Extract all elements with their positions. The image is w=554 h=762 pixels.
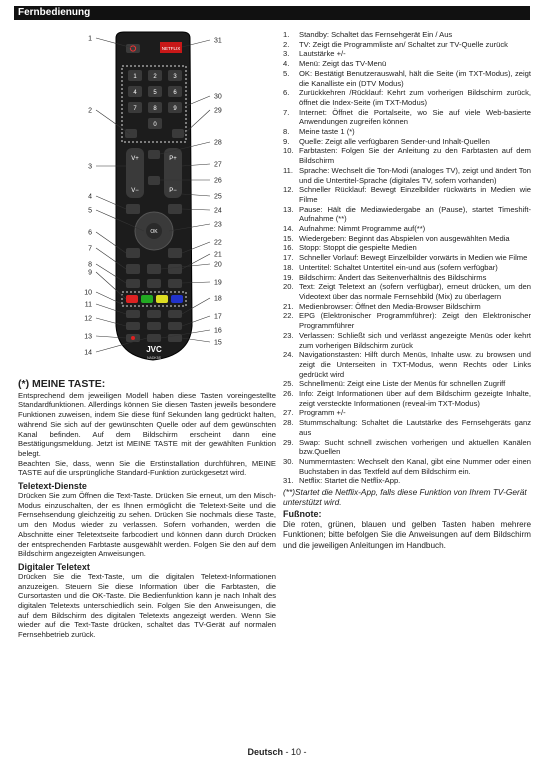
program-down-label: P− (169, 188, 177, 194)
legend-text: OK: Bestätigt Benutzerauswahl, hält die Seite (im TXT-Modus), zeigt die Kanalliste ein (DTV Modus) (299, 68, 531, 88)
callout-number: 5 (88, 207, 92, 215)
legend-number: 6. (283, 88, 290, 98)
number-key-label: 3 (173, 74, 177, 80)
footer-language: Deutsch (247, 747, 283, 757)
footer-page-number: - 10 - (285, 747, 307, 757)
meine-taste-heading: (*) MEINE TASTE: (18, 378, 106, 390)
legend-number: 25. (283, 379, 294, 389)
model-label: NADK5S (146, 356, 162, 360)
fast-forward-button (168, 322, 182, 330)
legend-text: Standby: Schaltet das Fernsehgerät Ein / Aus (299, 30, 453, 39)
digital-teletext-heading: Digitaler Teletext (18, 561, 90, 572)
legend-item (283, 476, 531, 486)
volume-down-label: V− (131, 188, 139, 194)
epg-button (168, 264, 182, 274)
legend-item (283, 408, 531, 418)
callout-number: 31 (214, 37, 222, 45)
legend-text: Meine taste 1 (*) (299, 127, 355, 137)
legend-text: EPG (Elektronischer Programmführer): Zeigt den Elektronischer Programmführer (299, 311, 531, 331)
screen-button (168, 310, 182, 318)
callout-number: 11 (84, 301, 92, 309)
subtitle-button (147, 310, 161, 318)
exit-button (168, 248, 182, 258)
legend-item (283, 59, 531, 69)
number-key-label: 9 (173, 106, 177, 112)
legend-number: 18. (283, 262, 294, 272)
internet-button (126, 264, 140, 274)
legend-text: Sprache: Wechselt die Ton-Modi (analoges TV), zeigt und ändert Ton und die Untertitel-Sprache (digitales TV, sofern vorhanden) (299, 165, 531, 185)
legend-item (283, 438, 531, 457)
legend-item (283, 457, 531, 476)
legend-text: Netflix: Startet die Netflix-App. (299, 476, 401, 486)
media-browser-button (147, 264, 161, 274)
legend-text: Info: Zeigt Informationen über auf dem Bildschirm gezeigte Inhalte, zeigt versteckte Informationen (reveal-im TXT-Modus) (299, 389, 531, 408)
legend-text: Stummschaltung: Schaltet die Lautstärke des Fernsehgeräts ganz aus (299, 418, 531, 437)
button-legend-list (283, 30, 531, 486)
quick-menu-button (168, 204, 182, 214)
number-key-label: 6 (173, 90, 177, 96)
legend-text: Navigationstasten: Hilft durch Menüs, Inhalte usw. zu browsen und zeigt die Unterseiten in TXT-Modus, wenn Rechts oder Links gedrückt wird (299, 350, 531, 379)
legend-number: 17. (283, 253, 294, 263)
callout-number: 23 (214, 221, 222, 229)
legend-text: Aufnahme: Nimmt Programme auf(**) (299, 224, 426, 234)
legend-text: Text: Zeigt Teletext an (sofern verfügbar), erneut drücken, um den Videotext über das normale Fernsehbild (Mix) zu überlagern (299, 282, 531, 301)
callout-number: 22 (214, 239, 222, 247)
callout-number: 1 (88, 35, 92, 43)
section-header: Fernbedienung (14, 6, 530, 20)
number-key-label: 5 (153, 90, 157, 96)
callout-number: 15 (214, 339, 222, 347)
legend-number: 2. (283, 39, 290, 49)
callout-number: 2 (88, 107, 92, 115)
legend-number: 5. (283, 68, 290, 78)
legend-item (283, 127, 531, 137)
legend-number: 3. (283, 49, 290, 59)
legend-text: Wiedergeben: Beginnt das Abspielen von ausgewählten Media (299, 233, 510, 243)
digital-teletext-paragraph: Drücken Sie die Text-Taste, um die digitalen Teletext-Informationen anzuzeigen. Steuern Sie diese Information über die Farbtasten, die Cursortasten und die OK-Taste. Die Bedienfunktion kann je nach Inhalt des digitalen Teletexts unterschiedlich sein. Folgen Sie den Anweisungen, die auf dem Bildschirm des digitalen Teletexts angezeigt werden. Wenn Sie wieder auf die Text-Taste drücken, schaltet das TV-Gerät auf normalen Fernsehbetrieb zurück. (18, 571, 276, 640)
legend-text: Schneller Rücklauf: Bewegt Einzelbilder rückwärts in Medien wie Filme (299, 185, 531, 204)
mute-button (148, 150, 160, 159)
legend-text: Schnellmenü: Zeigt eine Liste der Menüs für schnellen Zugriff (299, 379, 506, 389)
legend-item (283, 185, 531, 204)
netflix-label: NETFLIX (161, 46, 181, 51)
rewind-button (126, 322, 140, 330)
legend-item (283, 389, 531, 408)
legend-text: Internet: Öffnet die Portalseite, wo Sie auf viele Web-basierte Anwendungen zugreifen können (299, 107, 531, 127)
callout-number: 16 (214, 327, 222, 335)
legend-text: Stopp: Stoppt die gespielte Medien (299, 243, 417, 253)
remote-svg (14, 26, 274, 378)
callout-number: 4 (88, 193, 92, 201)
legend-number: 10. (283, 146, 294, 156)
legend-item (283, 224, 531, 234)
legend-item (283, 282, 531, 301)
ok-label: OK (150, 229, 158, 235)
number-key-label: 4 (133, 90, 137, 96)
legend-number: 26. (283, 389, 294, 399)
standby-button (126, 44, 140, 53)
legend-number: 19. (283, 272, 294, 282)
legend-number: 31. (283, 476, 294, 486)
legend-item (283, 137, 531, 147)
legend-number: 15. (283, 233, 294, 243)
legend-number: 24. (283, 350, 294, 360)
callout-number: 13 (84, 333, 92, 341)
remote-control-illustration (14, 26, 274, 378)
number-key-label: 1 (133, 74, 137, 80)
volume-up-label: V+ (131, 156, 139, 162)
legend-item (283, 205, 531, 224)
callout-number: 17 (214, 313, 222, 321)
callout-number: 12 (84, 315, 92, 323)
footnote-body: Die roten, grünen, blauen und gelben Tasten haben mehrere Funktionen; bitte befolgen Sie die Anweisungen auf dem Bildschirm und die jeweiligen Anleitungen im Handbuch. (283, 519, 531, 550)
legend-number: 14. (283, 224, 294, 234)
language-button (126, 310, 140, 318)
legend-item (283, 146, 531, 165)
callout-number: 21 (214, 251, 222, 259)
callout-number: 27 (214, 161, 222, 169)
callout-number: 24 (214, 207, 222, 215)
left-column (18, 380, 276, 640)
callout-number: 20 (214, 261, 222, 269)
legend-item (283, 30, 531, 40)
teletext-heading: Teletext-Dienste (18, 481, 87, 492)
legend-text: Menü: Zeigt das TV-Menü (299, 59, 387, 69)
stop-button (147, 334, 161, 342)
blue-button (171, 295, 183, 303)
legend-item (283, 350, 531, 379)
legend-item (283, 166, 531, 185)
legend-item (283, 379, 531, 389)
text-button (168, 279, 182, 288)
callout-number: 14 (84, 349, 92, 357)
menu-button (126, 204, 140, 214)
legend-text: Schneller Vorlauf: Bewegt Einzelbilder vorwärts in Medien wie Filme (299, 253, 528, 263)
callout-number: 25 (214, 193, 222, 201)
legend-text: Quelle: Zeigt alle verfügbaren Sender-und Inhalt-Quellen (299, 136, 490, 146)
legend-number: 27. (283, 408, 294, 418)
callout-number: 3 (88, 163, 92, 171)
footnote-title: Fußnote: (283, 509, 322, 520)
legend-text: Zurückkehren /Rücklauf: Kehrt zum vorherigen Bildschirm zurück, öffnet die Index-Seite (im TXT-Modus) (299, 88, 531, 107)
brand-logo: JVC (146, 345, 162, 354)
yellow-button (156, 295, 168, 303)
legend-text: Lautstärke +/- (299, 49, 346, 59)
legend-text: Programm +/- (299, 408, 346, 418)
legend-number: 4. (283, 59, 290, 69)
legend-item (283, 243, 531, 253)
callout-number: 8 (88, 261, 92, 269)
red-button (126, 295, 138, 303)
legend-number: 16. (283, 243, 294, 253)
legend-number: 9. (283, 136, 290, 146)
number-key-label: 2 (153, 74, 157, 80)
pause-button (147, 322, 161, 330)
legend-number: 8. (283, 127, 290, 137)
tv-button (125, 129, 137, 138)
legend-item (283, 234, 531, 244)
legend-text: TV: Zeigt die Programmliste an/ Schaltet zur TV-Quelle zurück (299, 39, 508, 49)
legend-number: 30. (283, 456, 294, 466)
legend-item (283, 88, 531, 107)
number-key-label: 8 (153, 106, 157, 112)
legend-item (283, 302, 531, 312)
callout-number: 29 (214, 107, 222, 115)
legend-number: 20. (283, 282, 294, 292)
legend-number: 11. (283, 165, 293, 175)
legend-item (283, 418, 531, 437)
callout-number: 9 (88, 269, 92, 277)
source-button (147, 279, 161, 288)
legend-number: 23. (283, 330, 294, 340)
my-button (126, 279, 140, 288)
legend-text: Farbtasten: Folgen Sie der Anleitung zu den Farbtasten auf dem Bildschirm (299, 146, 531, 166)
legend-item (283, 108, 531, 127)
green-button (141, 295, 153, 303)
legend-item (283, 311, 531, 330)
legend-number: 22. (283, 311, 294, 321)
callout-number: 19 (214, 279, 222, 287)
legend-text: Pause: Hält die Mediawiedergabe an (Pause), startet Timeshift-Aufnahme (**) (299, 204, 531, 224)
legend-number: 29. (283, 437, 294, 447)
legend-number: 7. (283, 107, 290, 117)
record-icon (131, 336, 135, 340)
legend-number: 12. (283, 185, 294, 195)
callout-number: 18 (214, 295, 222, 303)
legend-item (283, 49, 531, 59)
legend-text: Nummerntasten: Wechselt den Kanal, gibt eine Nummer oder einen Buchstaben in das Textfeld auf dem Bildschirm ein. (299, 456, 531, 476)
callout-number: 26 (214, 177, 222, 185)
legend-number: 21. (283, 301, 294, 311)
legend-text: Untertitel: Schaltet Untertitel ein-und aus (sofern verfügbar) (299, 262, 498, 272)
meine-taste-paragraph-2: Beachten Sie, dass, wenn Sie die Erstinstallation durchführen, MEINE TASTE auf die ursprüngliche Standard-Funktion zurückgesetzt wird. (18, 458, 276, 478)
program-up-label: P+ (169, 156, 177, 162)
legend-item (283, 69, 531, 88)
right-column (283, 30, 531, 552)
swap-button (172, 129, 184, 138)
legend-number: 13. (283, 204, 294, 214)
legend-text: Verlassen: Schließt sich und verlässt angezeigte Menüs oder kehrt zum vorherigen Bildschirm zurück (299, 330, 531, 350)
legend-number: 28. (283, 418, 294, 428)
callout-number: 30 (214, 93, 222, 101)
legend-number: 1. (283, 30, 290, 39)
legend-item (283, 253, 531, 263)
info-button (148, 176, 160, 185)
legend-item (283, 273, 531, 283)
callout-number: 28 (214, 139, 222, 147)
callout-number: 10 (84, 289, 92, 297)
legend-item (283, 331, 531, 350)
back-button (126, 248, 140, 258)
meine-taste-paragraph-1: Entsprechend dem jeweiligen Modell haben diese Tasten voreingestellte Standardfunktionen. Allerdings können Sie diesen Tasten jeweils besondere Funktionen zuweisen, indem Sie diese fünf Sekunden lang gedrückt halten, während Sie sich auf der gewünschten Quelle oder auf dem gewünschten Kanal befinden. Auf dem Bildschirm erscheint dann eine Bestätigungsmeldung. Jetzt ist MEINE TASTE mit der gewählten Funktion belegt. (18, 390, 276, 458)
number-key-label: 0 (153, 122, 157, 128)
legend-text: Medienbrowser: Öffnet den Media-Browser Bildschirm (299, 301, 481, 311)
callout-number: 7 (88, 245, 92, 253)
page-footer (0, 747, 554, 757)
callout-number: 6 (88, 229, 92, 237)
legend-text: Bildschirm: Ändert das Seitenverhältnis des Bildschirms (299, 272, 487, 282)
legend-text: Swap: Sucht schnell zwischen vorherigen und aktuellen Kanälen bzw.Quellen (299, 437, 531, 457)
netflix-note: (**)Startet die Netflix-App, falls diese Funktion von Ihrem TV-Gerät unterstützt wird. (283, 487, 527, 508)
legend-item (283, 40, 531, 50)
number-key-label: 7 (133, 106, 137, 112)
legend-item (283, 263, 531, 273)
teletext-paragraph: Drücken Sie zum Öffnen die Text-Taste. Drücken Sie erneut, um den Misch-Modus einzuschalten, der es Ihnen ermöglicht die Teletext-Seite und die Fernsehsendung gleichzeitig zu sehen. Drücken Sie nochmals diese Taste, um den Modus wieder zu verlassen. Sofern vorhanden, werden die Abschnitte einer Teletextseite farbcodiert und können dann durch Drücken der entsprechenden Farbtaste ausgewählt werden. Folgen Sie den auf dem Bildschirm angezeigten Anweisungen. (18, 491, 276, 559)
